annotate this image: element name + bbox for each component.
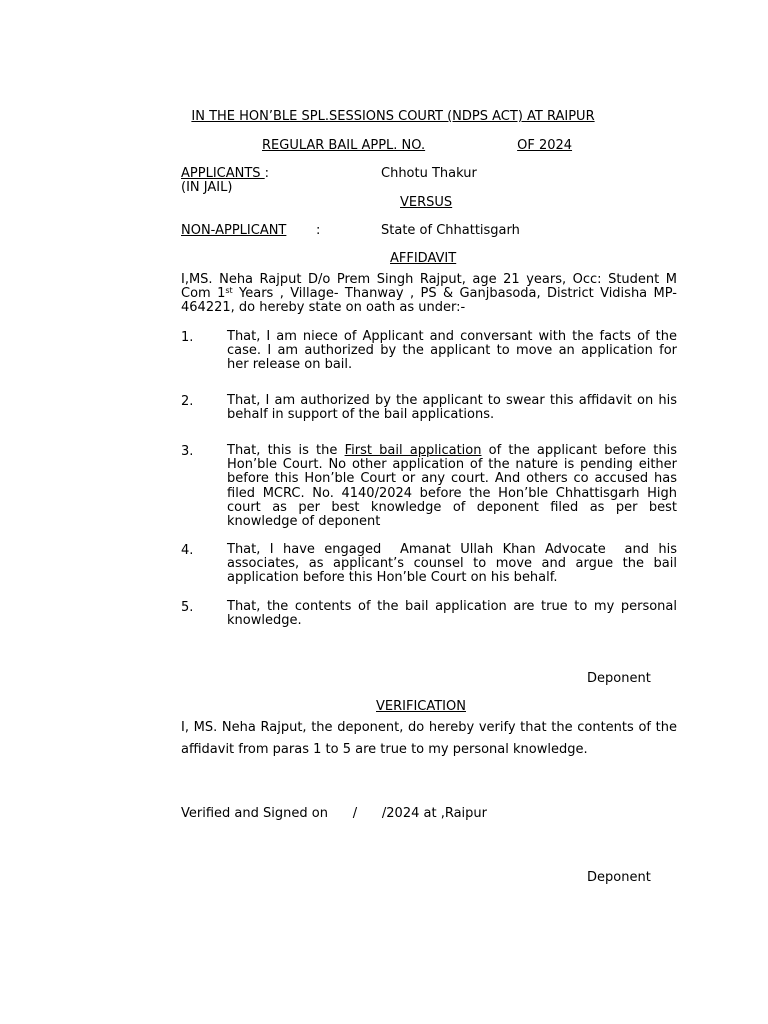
intro-text-part1: I,MS. Neha Rajput D/o Prem Singh Rajput, age 21 years, Occ: Student M Com 1: [181, 272, 677, 302]
paragraph-text: [227, 444, 677, 529]
non-applicant-name: State of Chhattisgarh: [381, 223, 520, 238]
appl-no-blank: [425, 138, 517, 153]
paragraph-number: 2.: [181, 394, 194, 409]
applicant-label-line: [181, 166, 269, 181]
non-applicant-colon: :: [316, 223, 321, 238]
non-applicant-label: NON-APPLICANT: [181, 223, 287, 238]
paragraph-text: That, I have engaged Amanat Ullah Khan Advocate and his associates, as applicant’s counsel to move and argue the bail application before this Hon’ble Court on his behalf.: [227, 542, 682, 586]
paragraph-number: 5.: [181, 600, 194, 615]
applicant-status: (IN JAIL): [181, 180, 233, 195]
intro-text-part2: Years , Village- Thanway , PS & Ganjbasoda, District Vidisha MP- 464221, do hereby state on oath as under:-: [181, 286, 677, 316]
verified-signed-line: Verified and Signed on / /2024 at ,Raipur: [181, 806, 487, 821]
paragraph-text: That, I am authorized by the applicant to swear this affidavit on his behalf in support of the bail applications.: [227, 393, 677, 423]
appl-year: OF 2024: [517, 138, 573, 153]
first-bail-application-phrase: First bail application: [344, 443, 482, 458]
appl-no-label: REGULAR BAIL APPL. NO.: [262, 138, 426, 153]
paragraph-number: 4.: [181, 543, 194, 558]
verification-text: I, MS. Neha Rajput, the deponent, do hereby verify that the contents of the affidavit from paras 1 to 5 are true to my personal knowledge.: [181, 720, 677, 757]
verification-title: VERIFICATION: [376, 699, 466, 714]
deponent-signature-label: Deponent: [587, 671, 651, 686]
paragraph-3-pre: That, this is the: [227, 443, 345, 458]
paragraph-text: That, I am niece of Applicant and conversant with the facts of the case. I am authorized by the applicant to move an application for her release on bail.: [227, 329, 677, 373]
applicant-label: APPLICANTS: [181, 166, 265, 181]
deponent-signature-label: Deponent: [587, 870, 651, 885]
applicant-name: Chhotu Thakur: [381, 166, 477, 181]
versus-heading: VERSUS: [400, 195, 453, 210]
affidavit-title: AFFIDAVIT: [390, 251, 457, 266]
intro-superscript: st: [225, 286, 233, 296]
paragraph-number: 3.: [181, 444, 194, 459]
court-heading: IN THE HON’BLE SPL.SESSIONS COURT (NDPS ACT) AT RAIPUR: [191, 109, 595, 124]
applicant-colon: :: [264, 166, 270, 181]
affidavit-intro: [181, 273, 677, 316]
paragraph-number: 1.: [181, 330, 194, 345]
paragraph-text: That, the contents of the bail application are true to my personal knowledge.: [227, 599, 677, 629]
application-number-line: [262, 138, 572, 153]
paragraph-3-post: of the applicant before this Hon’ble Court. No other application of the nature is pending either before this Hon’ble Court or any court. And others co accused has filed MCRC. No. 4140/2024 before the Hon’ble Chhattisgarh High court as per best knowledge of deponent filed as per best knowledge of deponent: [227, 443, 677, 530]
